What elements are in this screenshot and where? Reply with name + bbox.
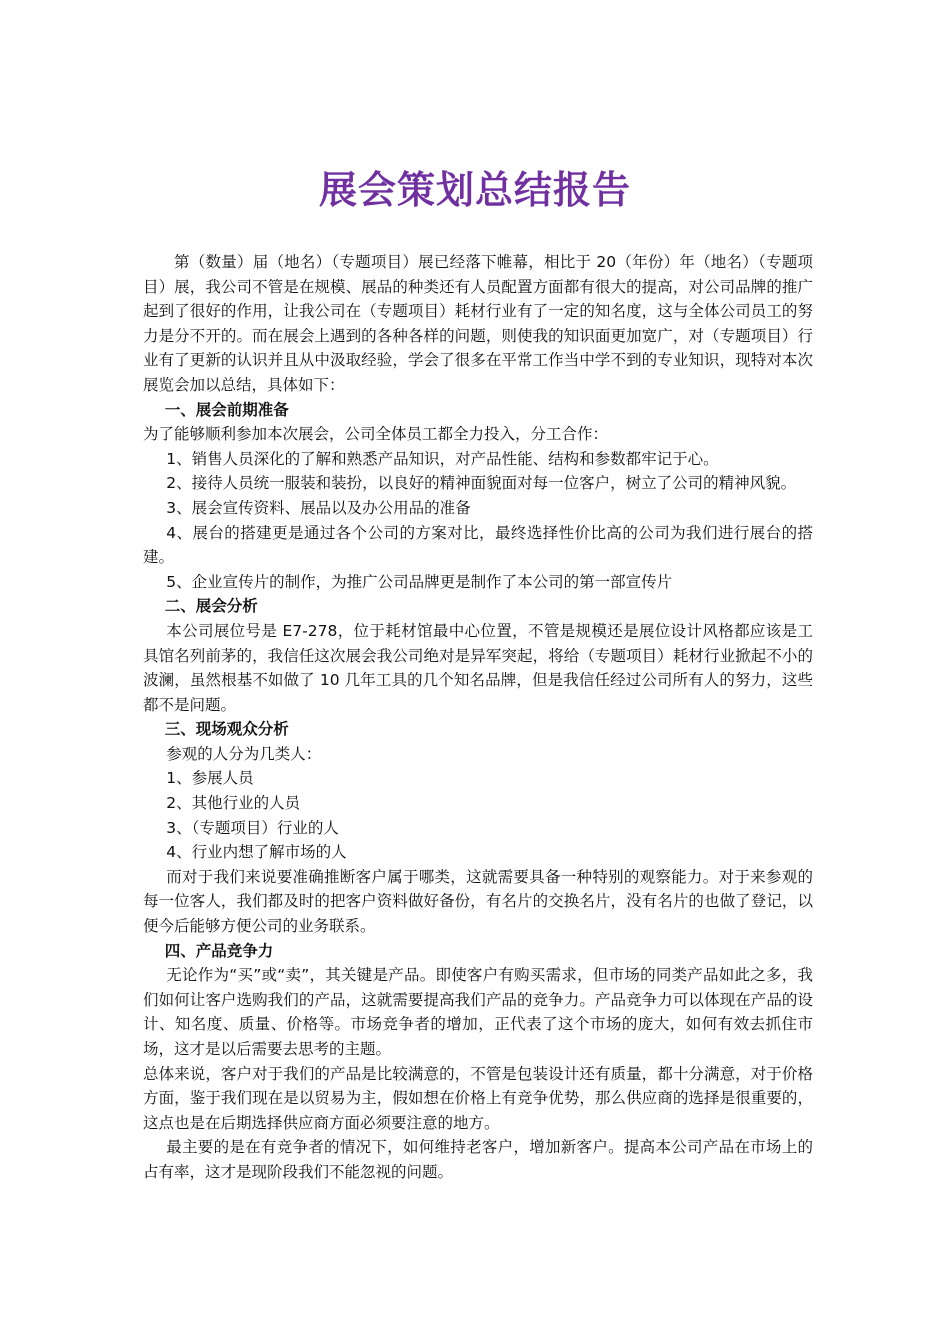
paragraph: 为了能够顺利参加本次展会，公司全体员工都全力投入，分工合作： bbox=[143, 425, 609, 444]
list-item: 2、其他行业的人员 bbox=[166, 794, 301, 813]
list-item: 1、参展人员 bbox=[166, 769, 254, 788]
section-heading-analysis: 二、展会分析 bbox=[164, 597, 258, 616]
list-item: 4、展台的搭建更是通过各个公司的方案对比，最终选择性价比高的公司为我们进行展台的搭建。 bbox=[143, 523, 813, 567]
paragraph: 总体来说，客户对于我们的产品是比较满意的，不管是包装设计还有质量，都十分满意，对于价格方面，鉴于我们现在是以贸易为主，假如想在价格上有竞争优势，那么供应商的选择是很重要的，这点也是在后期选择供应商方面必须要注意的地方。 bbox=[143, 1064, 813, 1132]
paragraph: 而对于我们来说要准确推断客户属于哪类，这就需要具备一种特别的观察能力。对于来参观的每一位客人，我们都及时的把客户资料做好备份，有名片的交换名片，没有名片的也做了登记，以便今后能够方便公司的业务联系。 bbox=[143, 867, 813, 936]
paragraph: 本公司展位号是 E7-278，位于耗材馆最中心位置，不管是规模还是展位设计风格都应该是工具馆名列前茅的，我信任这次展会我公司绝对是异军突起，将给（专题项目）耗材行业掀起不小的波澜，虽然根基不如做了 10 几年工具的几个知名品牌，但是我信任经过公司所有人的努力，这些都不是问题。 bbox=[143, 621, 813, 714]
section-heading-competitiveness: 四、产品竞争力 bbox=[164, 941, 274, 960]
list-item: 1、销售人员深化的了解和熟悉产品知识，对产品性能、结构和参数都牢记于心。 bbox=[166, 449, 719, 468]
list-item: 2、接待人员统一服装和装扮，以良好的精神面貌面对每一位客户，树立了公司的精神风貌。 bbox=[166, 474, 797, 493]
paragraph: 无论作为“买”或“卖”，其关键是产品。即使客户有购买需求，但市场的同类产品如此之多，我们如何让客户选购我们的产品，这就需要提高我们产品的竞争力。产品竞争力可以体现在产品的设计、知名度、质量、价格等。市场竞争者的增加，正代表了这个市场的庞大，如何有效去抓住市场，这才是以后需要去思考的主题。 bbox=[143, 966, 813, 1058]
document-body bbox=[143, 250, 813, 1185]
list-item: 3、展会宣传资料、展品以及办公用品的准备 bbox=[166, 498, 471, 517]
intro-paragraph: 第（数量）届（地名）（专题项目）展已经落下帷幕，相比于 20（年份）年（地名）（专题项目）展，我公司不管是在规模、展品的种类还有人员配置方面都有很大的提高，对公司品牌的推广起到了很好的作用，让我公司在（专题项目）耗材行业有了一定的知名度，这与全体公司员工的努力是分不开的。而在展会上遇到的各种各样的问题，则使我的知识面更加宽广，对（专题项目）行业有了更新的认识并且从中汲取经验，学会了很多在平常工作当中学不到的专业知识，现特对本次展览会加以总结，具体如下： bbox=[143, 253, 813, 394]
page-title: 展会策划总结报告 bbox=[318, 168, 631, 212]
list-item: 5、企业宣传片的制作，为推广公司品牌更是制作了本公司的第一部宣传片 bbox=[166, 572, 673, 591]
section-heading-audience: 三、现场观众分析 bbox=[164, 720, 289, 739]
list-item: 4、行业内想了解市场的人 bbox=[166, 843, 347, 862]
section-heading-preparation: 一、展会前期准备 bbox=[164, 400, 289, 419]
paragraph: 参观的人分为几类人： bbox=[166, 744, 322, 763]
list-item: 3、（专题项目）行业的人 bbox=[166, 818, 339, 837]
paragraph: 最主要的是在有竞争者的情况下，如何维持老客户，增加新客户。提高本公司产品在市场上的占有率，这才是现阶段我们不能忽视的问题。 bbox=[143, 1138, 813, 1181]
